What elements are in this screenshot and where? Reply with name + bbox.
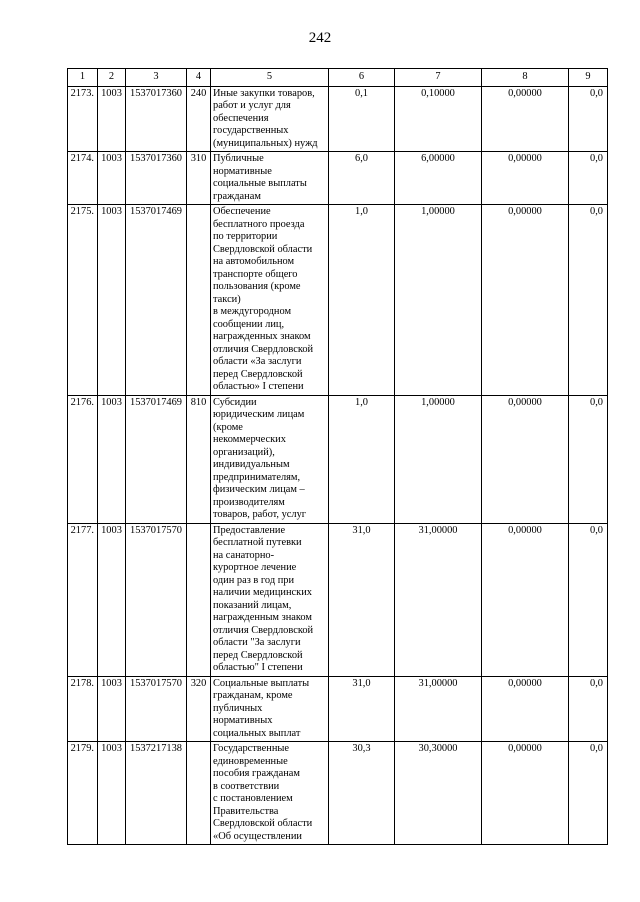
value-7: 6,00000	[395, 152, 482, 205]
header-col-8: 8	[482, 69, 569, 87]
header-col-2: 2	[98, 69, 126, 87]
value-7: 1,00000	[395, 205, 482, 396]
target-article: 1537217138	[126, 742, 187, 845]
row-number: 2176.	[68, 395, 98, 523]
header-col-1: 1	[68, 69, 98, 87]
section-code: 1003	[98, 395, 126, 523]
header-col-6: 6	[329, 69, 395, 87]
value-8: 0,00000	[482, 205, 569, 396]
table-row	[68, 523, 608, 676]
header-col-7: 7	[395, 69, 482, 87]
row-number: 2175.	[68, 205, 98, 396]
section-code: 1003	[98, 205, 126, 396]
section-code: 1003	[98, 523, 126, 676]
table-row	[68, 86, 608, 152]
table-row	[68, 395, 608, 523]
expense-kind: 810	[187, 395, 211, 523]
value-8: 0,00000	[482, 742, 569, 845]
header-row	[68, 69, 608, 87]
section-code: 1003	[98, 152, 126, 205]
row-number: 2179.	[68, 742, 98, 845]
target-article: 1537017469	[126, 395, 187, 523]
description: Публичные нормативные социальные выплаты гражданам	[211, 152, 329, 205]
value-7: 1,00000	[395, 395, 482, 523]
target-article: 1537017570	[126, 523, 187, 676]
value-8: 0,00000	[482, 676, 569, 742]
target-article: 1537017360	[126, 152, 187, 205]
section-code: 1003	[98, 742, 126, 845]
target-article: 1537017570	[126, 676, 187, 742]
value-9: 0,0	[569, 676, 608, 742]
value-6: 1,0	[329, 205, 395, 396]
expense-kind: 320	[187, 676, 211, 742]
value-9: 0,0	[569, 742, 608, 845]
table-row	[68, 205, 608, 396]
value-9: 0,0	[569, 395, 608, 523]
expense-kind	[187, 742, 211, 845]
target-article: 1537017360	[126, 86, 187, 152]
description: Предоставление бесплатной путевки на санаторно- курортное лечение один раз в год при наличии медицинских показаний лицам, награжденным знаком отличия Свердловской области "За заслуги перед Свердловской областью" I степени	[211, 523, 329, 676]
expense-kind: 310	[187, 152, 211, 205]
value-8: 0,00000	[482, 395, 569, 523]
page-number: 242	[308, 30, 332, 46]
value-6: 30,3	[329, 742, 395, 845]
expense-kind: 240	[187, 86, 211, 152]
value-6: 31,0	[329, 676, 395, 742]
description: Иные закупки товаров, работ и услуг для обеспечения государственных (муниципальных) нужд	[211, 86, 329, 152]
row-number: 2174.	[68, 152, 98, 205]
value-8: 0,00000	[482, 86, 569, 152]
description: Социальные выплаты гражданам, кроме публичных нормативных социальных выплат	[211, 676, 329, 742]
value-9: 0,0	[569, 205, 608, 396]
row-number: 2177.	[68, 523, 98, 676]
section-code: 1003	[98, 86, 126, 152]
expense-kind	[187, 523, 211, 676]
value-9: 0,0	[569, 86, 608, 152]
expense-kind	[187, 205, 211, 396]
value-6: 6,0	[329, 152, 395, 205]
section-code: 1003	[98, 676, 126, 742]
description: Государственные единовременные пособия гражданам в соответствии с постановлением Правительства Свердловской области «Об осуществлении	[211, 742, 329, 845]
table-row	[68, 676, 608, 742]
row-number: 2178.	[68, 676, 98, 742]
value-8: 0,00000	[482, 152, 569, 205]
value-8: 0,00000	[482, 523, 569, 676]
table-row	[68, 152, 608, 205]
value-7: 30,30000	[395, 742, 482, 845]
value-7: 31,00000	[395, 523, 482, 676]
header-col-3: 3	[126, 69, 187, 87]
value-9: 0,0	[569, 523, 608, 676]
value-6: 0,1	[329, 86, 395, 152]
header-col-4: 4	[187, 69, 211, 87]
budget-table	[67, 68, 608, 845]
header-col-9: 9	[569, 69, 608, 87]
description: Субсидии юридическим лицам (кроме некоммерческих организаций), индивидуальным предпринимателям, физическим лицам – производителям товаров, работ, услуг	[211, 395, 329, 523]
value-9: 0,0	[569, 152, 608, 205]
table-row	[68, 742, 608, 845]
row-number: 2173.	[68, 86, 98, 152]
value-7: 31,00000	[395, 676, 482, 742]
value-6: 31,0	[329, 523, 395, 676]
target-article: 1537017469	[126, 205, 187, 396]
description: Обеспечение бесплатного проезда по территории Свердловской области на автомобильном транспорте общего пользования (кроме такси) в междугородном сообщении лиц, награжденных знаком отличия Свердловской области «За заслуги перед Свердловской областью» I степени	[211, 205, 329, 396]
value-7: 0,10000	[395, 86, 482, 152]
value-6: 1,0	[329, 395, 395, 523]
header-col-5: 5	[211, 69, 329, 87]
